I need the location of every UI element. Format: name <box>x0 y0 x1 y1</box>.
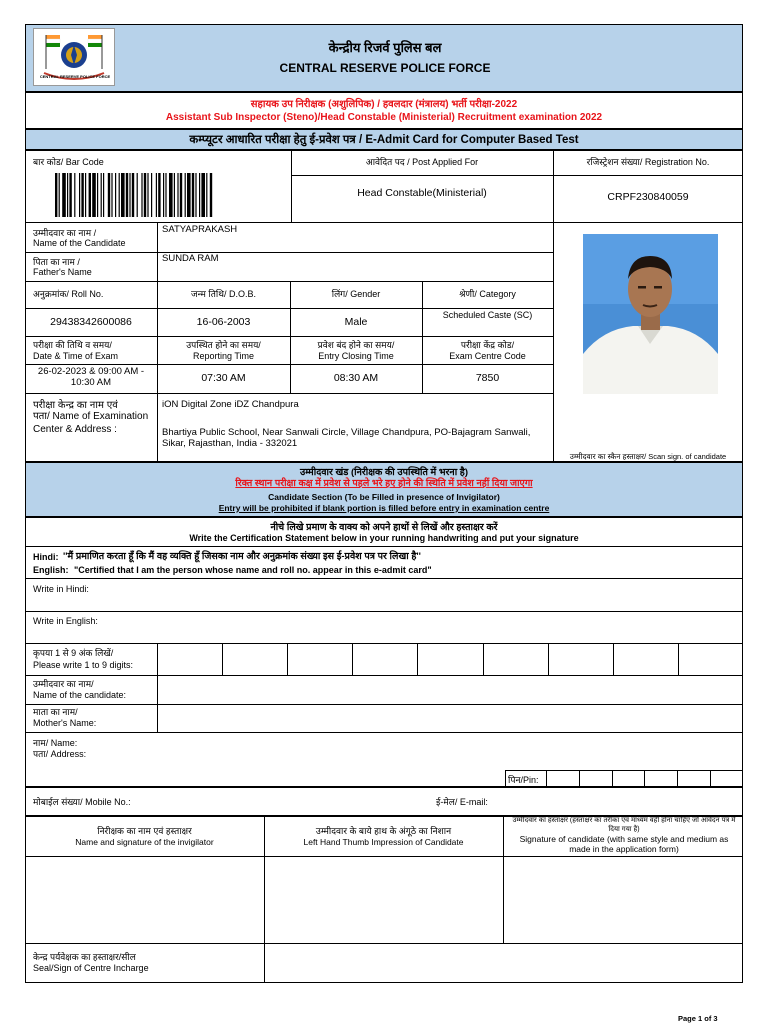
mother-label-hindi: माता का नाम/ <box>33 707 78 717</box>
father-name: SUNDA RAM <box>162 253 219 264</box>
father-label-hindi: पिता का नाम / <box>33 257 80 267</box>
mother-name-field[interactable] <box>158 705 742 731</box>
digit-box[interactable] <box>548 643 613 675</box>
category-label: श्रेणी/ Category <box>459 289 516 299</box>
centre-incharge-sign-area[interactable] <box>265 944 742 982</box>
centre-code-value: 7850 <box>475 372 500 384</box>
hindi-statement: ''मैं प्रमाणित करता हूँ कि मैं वह व्यक्ति हूँ जिसका नाम और अनुक्रमांक संख्या इस ई-प्रवेश पत्र पर लिखा है'' <box>63 551 421 562</box>
closing-label-english: Entry Closing Time <box>318 351 394 361</box>
invigilator-sign-area[interactable] <box>26 857 263 942</box>
exam-date-value: 26-02-2023 & 09:00 AM - 10:30 AM <box>37 366 145 388</box>
write-hindi-label: Write in Hindi: <box>33 584 89 594</box>
barcode-label: बार कोड/ Bar Code <box>33 157 104 167</box>
candidate-name-field[interactable] <box>158 676 742 703</box>
crpf-logo <box>33 28 115 86</box>
pin-digit-box[interactable] <box>677 770 710 787</box>
section-line-4: Entry will be prohibited if blank portion is filled before entry in examination centre <box>218 503 550 513</box>
registration-value: CRPF230840059 <box>607 191 689 203</box>
pin-label: पिन/Pin: <box>508 775 539 785</box>
centre-code-label-hindi: परीक्षा केंद्र कोड/ <box>460 340 515 350</box>
pin-digit-box[interactable] <box>546 770 579 787</box>
centre-incharge-label-english: Seal/Sign of Centre Incharge <box>33 963 149 973</box>
pin-digit-box[interactable] <box>644 770 677 787</box>
write-english-label: Write in English: <box>33 616 98 626</box>
registration-label: रजिस्ट्रेशन संख्या/ Registration No. <box>586 157 710 167</box>
digit-box[interactable] <box>157 643 222 675</box>
pin-digit-box[interactable] <box>710 770 743 787</box>
centre-label-english: Center & Address : <box>33 424 117 435</box>
gender-label: लिंग/ Gender <box>331 289 381 299</box>
address-field[interactable] <box>110 734 740 768</box>
candidate-sign-label-english: Signature of candidate (with same style and medium as made in the application form) <box>519 834 729 854</box>
candidate-sign-area[interactable] <box>504 857 742 942</box>
digit-box[interactable] <box>222 643 287 675</box>
invigilator-label-hindi: निरीक्षक का नाम एवं हस्ताक्षर <box>97 826 192 836</box>
exam-title-hindi: सहायक उप निरीक्षक (अशुलिपिक) / हवलदार (मंत्रालय) भर्ती परीक्षा-2022 <box>250 99 518 110</box>
digit-box[interactable] <box>352 643 417 675</box>
category-value: Scheduled Caste (SC) <box>442 310 533 320</box>
section-line-3: Candidate Section (To be Filled in presence of Invigilator) <box>268 492 500 502</box>
candidate-photo-icon <box>583 234 718 394</box>
thumb-label-english: Left Hand Thumb Impression of Candidate <box>303 837 464 847</box>
exam-date-label-hindi: परीक्षा की तिथि व समय/ <box>33 340 112 350</box>
roll-value: 29438342600086 <box>50 316 132 328</box>
exam-title-english: Assistant Sub Inspector (Steno)/Head Constable (Ministerial) Recruitment examination 2022 <box>165 112 603 123</box>
instruction-hindi: नीचे लिखे प्रमाण के वाक्य को अपने हाथों से लिखें और हस्ताक्षर करें <box>270 522 498 533</box>
centre-label-hindi: परीक्षा केन्द्र का नाम एवं <box>33 400 118 411</box>
english-label: English: <box>33 565 69 575</box>
hindi-label: Hindi: <box>33 552 59 562</box>
logo-text: CENTRAL RESERVE POLICE FORCE <box>39 74 111 79</box>
roll-label: अनुक्रमांक/ Roll No. <box>33 289 104 299</box>
candidate-name-label-english: Name of the candidate: <box>33 690 127 700</box>
digit-box[interactable] <box>417 643 482 675</box>
reporting-value: 07:30 AM <box>201 372 246 384</box>
instruction-english: Write the Certification Statement below in your running handwriting and put your signature <box>189 533 579 543</box>
pin-digit-box[interactable] <box>612 770 645 787</box>
mobile-field[interactable] <box>140 790 430 812</box>
digits-label-english: Please write 1 to 9 digits: <box>33 660 134 670</box>
closing-value: 08:30 AM <box>333 372 379 384</box>
org-title-english: CENTRAL RESERVE POLICE FORCE <box>279 61 491 75</box>
digits-label-hindi: कृपया 1 से 9 अंक लिखें/ <box>33 648 114 658</box>
english-statement: "Certified that I am the person whose name and roll no. appear in this e-admit card" <box>74 565 432 575</box>
email-field[interactable] <box>500 790 740 812</box>
exam-date-label-english: Date & Time of Exam <box>33 351 119 361</box>
closing-label-hindi: प्रवेश बंद होने का समय/ <box>317 340 395 350</box>
address-name-label: नाम/ Name: <box>33 738 78 748</box>
mobile-label: मोबाईल संख्या/ Mobile No.: <box>33 797 131 807</box>
scan-sign-label: उम्मीदवार का स्कैन हस्ताक्षर/ Scan sign. of candidate <box>569 452 727 461</box>
email-label: ई-मेल/ E-mail: <box>436 797 488 807</box>
admit-card-title: कम्प्यूटर आधारित परीक्षा हेतु ई-प्रवेश पत्र / E-Admit Card for Computer Based Test <box>189 134 579 146</box>
digit-box[interactable] <box>613 643 678 675</box>
name-label-hindi: उम्मीदवार का नाम / <box>33 228 97 238</box>
reporting-label-hindi: उपस्थित होने का समय/ <box>186 340 261 350</box>
digit-box[interactable] <box>287 643 352 675</box>
digit-box[interactable] <box>483 643 548 675</box>
invigilator-label-english: Name and signature of the invigilator <box>75 837 214 847</box>
father-label-english: Father's Name <box>33 267 92 277</box>
centre-label-mid: पता/ Name of Examination <box>33 411 149 422</box>
org-title-hindi: केन्द्रीय रिजर्व पुलिस बल <box>328 40 442 55</box>
write-hindi-field[interactable] <box>110 579 740 611</box>
dob-value: 16-06-2003 <box>196 316 251 328</box>
centre-code-label-english: Exam Centre Code <box>449 351 526 361</box>
digit-box[interactable] <box>678 643 743 675</box>
address-label: पता/ Address: <box>33 749 87 759</box>
centre-incharge-label-hindi: केन्द्र पर्यवेक्षक का हस्ताक्षर/सील <box>33 952 136 962</box>
post-value: Head Constable(Ministerial) <box>357 187 487 199</box>
thumb-label-hindi: उम्मीदवार के बाये हाथ के अंगूठे का निशान <box>315 826 452 836</box>
dob-label: जन्म तिथि/ D.O.B. <box>191 289 256 299</box>
page-number: Page 1 of 3 <box>678 1014 718 1023</box>
post-label: आवेदित पद / Post Applied For <box>365 157 479 167</box>
candidate-sign-label-hindi: उम्मीदवार का हस्ताक्षर (हस्ताक्षर का तरीका एवं माध्यम वही होना चाहिए जो आवेदन पत्र में दिया गया है) <box>512 817 736 833</box>
reporting-label-english: Reporting Time <box>192 351 255 361</box>
candidate-name: SATYAPRAKASH <box>162 224 238 235</box>
section-line-1: उम्मीदवार खंड (निरीक्षक की उपस्थिति में भरना है) <box>300 467 468 478</box>
centre-name: iON Digital Zone iDZ Chandpura <box>162 399 299 410</box>
mother-label-english: Mother's Name: <box>33 718 97 728</box>
write-english-field[interactable] <box>120 612 740 643</box>
name-label-english: Name of the Candidate <box>33 238 126 248</box>
candidate-photo <box>583 234 718 394</box>
candidate-name-label-hindi: उम्मीदवार का नाम/ <box>33 679 94 689</box>
gender-value: Male <box>344 316 368 328</box>
header-band <box>25 24 743 92</box>
section-line-2: रिक्त स्थान परीक्षा कक्ष में प्रवेश से पहले भरे हए होने की स्थिति में प्रवेश नहीं दिया जाएगा <box>235 478 533 489</box>
thumb-impression-area[interactable] <box>265 857 502 942</box>
barcode <box>55 173 259 217</box>
centre-address: Bhartiya Public School, Near Sanwali Circle, Village Chandpura, PO-Bajagram Sanwali, Sikar, Rajasthan, India - 332021 <box>162 427 531 449</box>
pin-digit-box[interactable] <box>579 770 612 787</box>
